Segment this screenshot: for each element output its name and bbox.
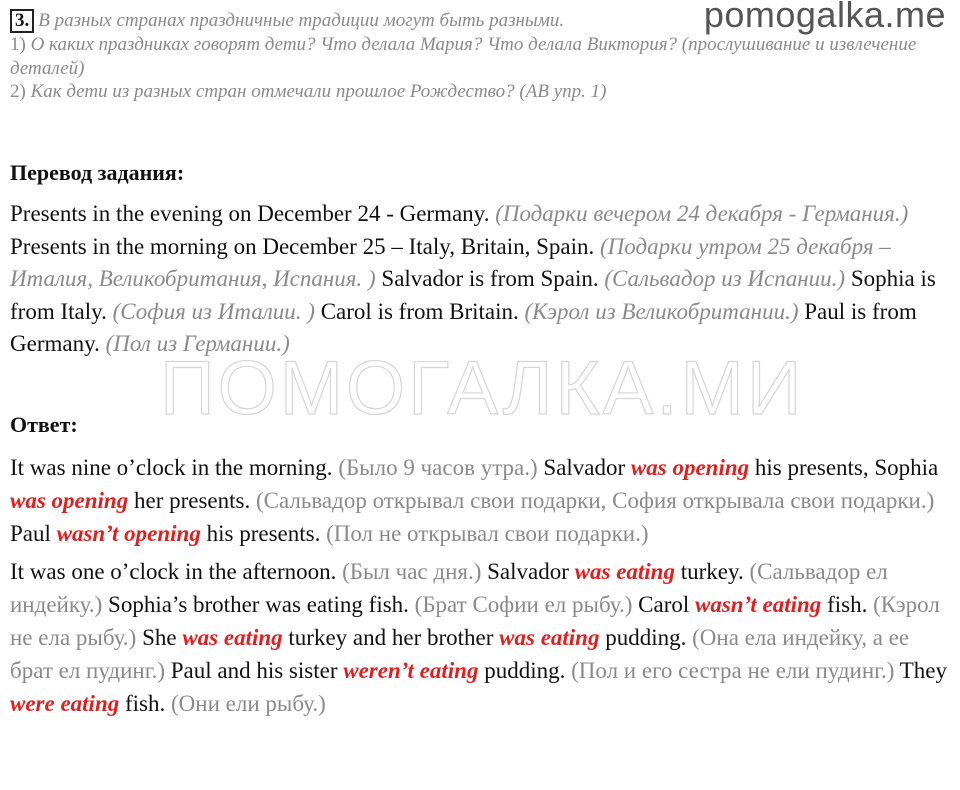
highlighted-verb: wasn’t eating — [695, 592, 822, 618]
page-watermark: ПОМОГАЛКА.МИ — [160, 346, 805, 431]
english-text: Presents in the morning on December 25 – Italy, Britain, Spain. — [10, 233, 601, 259]
russian-translation: (Она ела индейку, а ее брат ел пудинг.) — [10, 624, 910, 683]
task-question-2-text: Как дети из разных стран отмечали прошлое Рождество? (AB упр. 1) — [30, 81, 607, 102]
russian-translation: (Подарки вечером 24 декабря - Германия.) — [495, 201, 909, 226]
english-text: Paul is from Germany. — [10, 298, 917, 356]
russian-translation: (Кэрол из Великобритании.) — [524, 298, 805, 324]
russian-translation: (Сальвадор ел индейку.) — [10, 559, 888, 618]
russian-translation: (Сальвадор открывал свои подарки, София открывала свои подарки.) — [255, 487, 935, 513]
russian-translation: (Был час дня.) — [342, 559, 488, 585]
highlighted-verb: was opening — [630, 455, 750, 480]
highlighted-verb: were eating — [10, 690, 120, 716]
task-question-1-text: О каких праздниках говорят дети? Что делала Мария? Что делала Виктория? (прослушивание и извлечение деталей) — [10, 34, 917, 79]
russian-translation: (Подарки утром 25 декабря – Италия, Великобритания, Испания. ) — [10, 233, 891, 291]
highlighted-verb: wasn’t opening — [56, 520, 201, 546]
site-watermark: pomogalka.me — [703, 0, 946, 35]
highlighted-verb: was eating — [499, 624, 600, 650]
english-text: Salvador — [543, 455, 631, 480]
russian-translation: (Кэрол не ела рыбу.) — [10, 592, 940, 650]
english-text: turkey and her brother — [282, 624, 500, 650]
english-text: Carol — [638, 592, 695, 618]
highlighted-verb: was eating — [182, 624, 283, 650]
task-question-1 — [10, 33, 950, 80]
highlighted-verb: weren’t eating — [343, 657, 479, 683]
english-text: his presents, Sophia — [749, 455, 939, 480]
task-question-2 — [10, 80, 950, 104]
russian-translation: (Пол и его сестра не ели пудинг.) — [571, 657, 900, 683]
answer-heading: Ответ: — [10, 412, 78, 437]
russian-translation: (София из Италии. ) — [112, 298, 321, 324]
task-number-box: 3. — [10, 9, 34, 33]
english-text: pudding. — [478, 657, 572, 683]
english-text: fish. — [821, 592, 874, 618]
russian-translation: (Пол не открывал свои подарки.) — [326, 520, 649, 546]
russian-translation: (Они ели рыбу.) — [171, 690, 326, 716]
english-text: Salvador — [487, 559, 575, 585]
answer-paragraph — [10, 452, 955, 720]
english-text: Sophia’s brother was eating fish. — [108, 592, 415, 618]
line-break — [10, 550, 955, 556]
english-text: It was one o’clock in the afternoon. — [10, 559, 343, 585]
english-text: his presents. — [200, 520, 327, 546]
translation-paragraph — [10, 198, 955, 361]
english-text: Paul — [10, 520, 57, 546]
task-question-1-number: 1) — [10, 34, 26, 55]
russian-translation: (Брат Софии ел рыбу.) — [414, 592, 639, 618]
english-text: pudding. — [599, 624, 693, 650]
english-text: turkey. — [674, 559, 750, 585]
english-text: Presents in the evening on December 24 - Germany. — [10, 201, 496, 226]
english-text: It was nine o’clock in the morning. — [10, 455, 339, 480]
russian-translation: (Пол из Германии.) — [105, 331, 290, 356]
russian-translation: (Сальвадор из Испании.) — [604, 266, 851, 291]
task-intro: В разных странах праздничные традиции могут быть разными. — [38, 10, 565, 31]
english-text: her presents. — [128, 487, 256, 513]
english-text: She — [142, 624, 183, 650]
english-text: Sophia is from Italy. — [10, 266, 936, 324]
russian-translation: (Было 9 часов утра.) — [338, 455, 544, 480]
translation-heading: Перевод задания: — [10, 160, 185, 185]
english-text: fish. — [119, 690, 171, 716]
english-text: Carol is from Britain. — [320, 298, 525, 324]
task-question-2-number: 2) — [10, 81, 26, 102]
highlighted-verb: was opening — [10, 487, 129, 513]
english-text: Paul and his sister — [170, 657, 344, 683]
english-text: Salvador is from Spain. — [381, 266, 605, 291]
english-text: They — [899, 657, 947, 683]
highlighted-verb: was eating — [574, 559, 675, 585]
